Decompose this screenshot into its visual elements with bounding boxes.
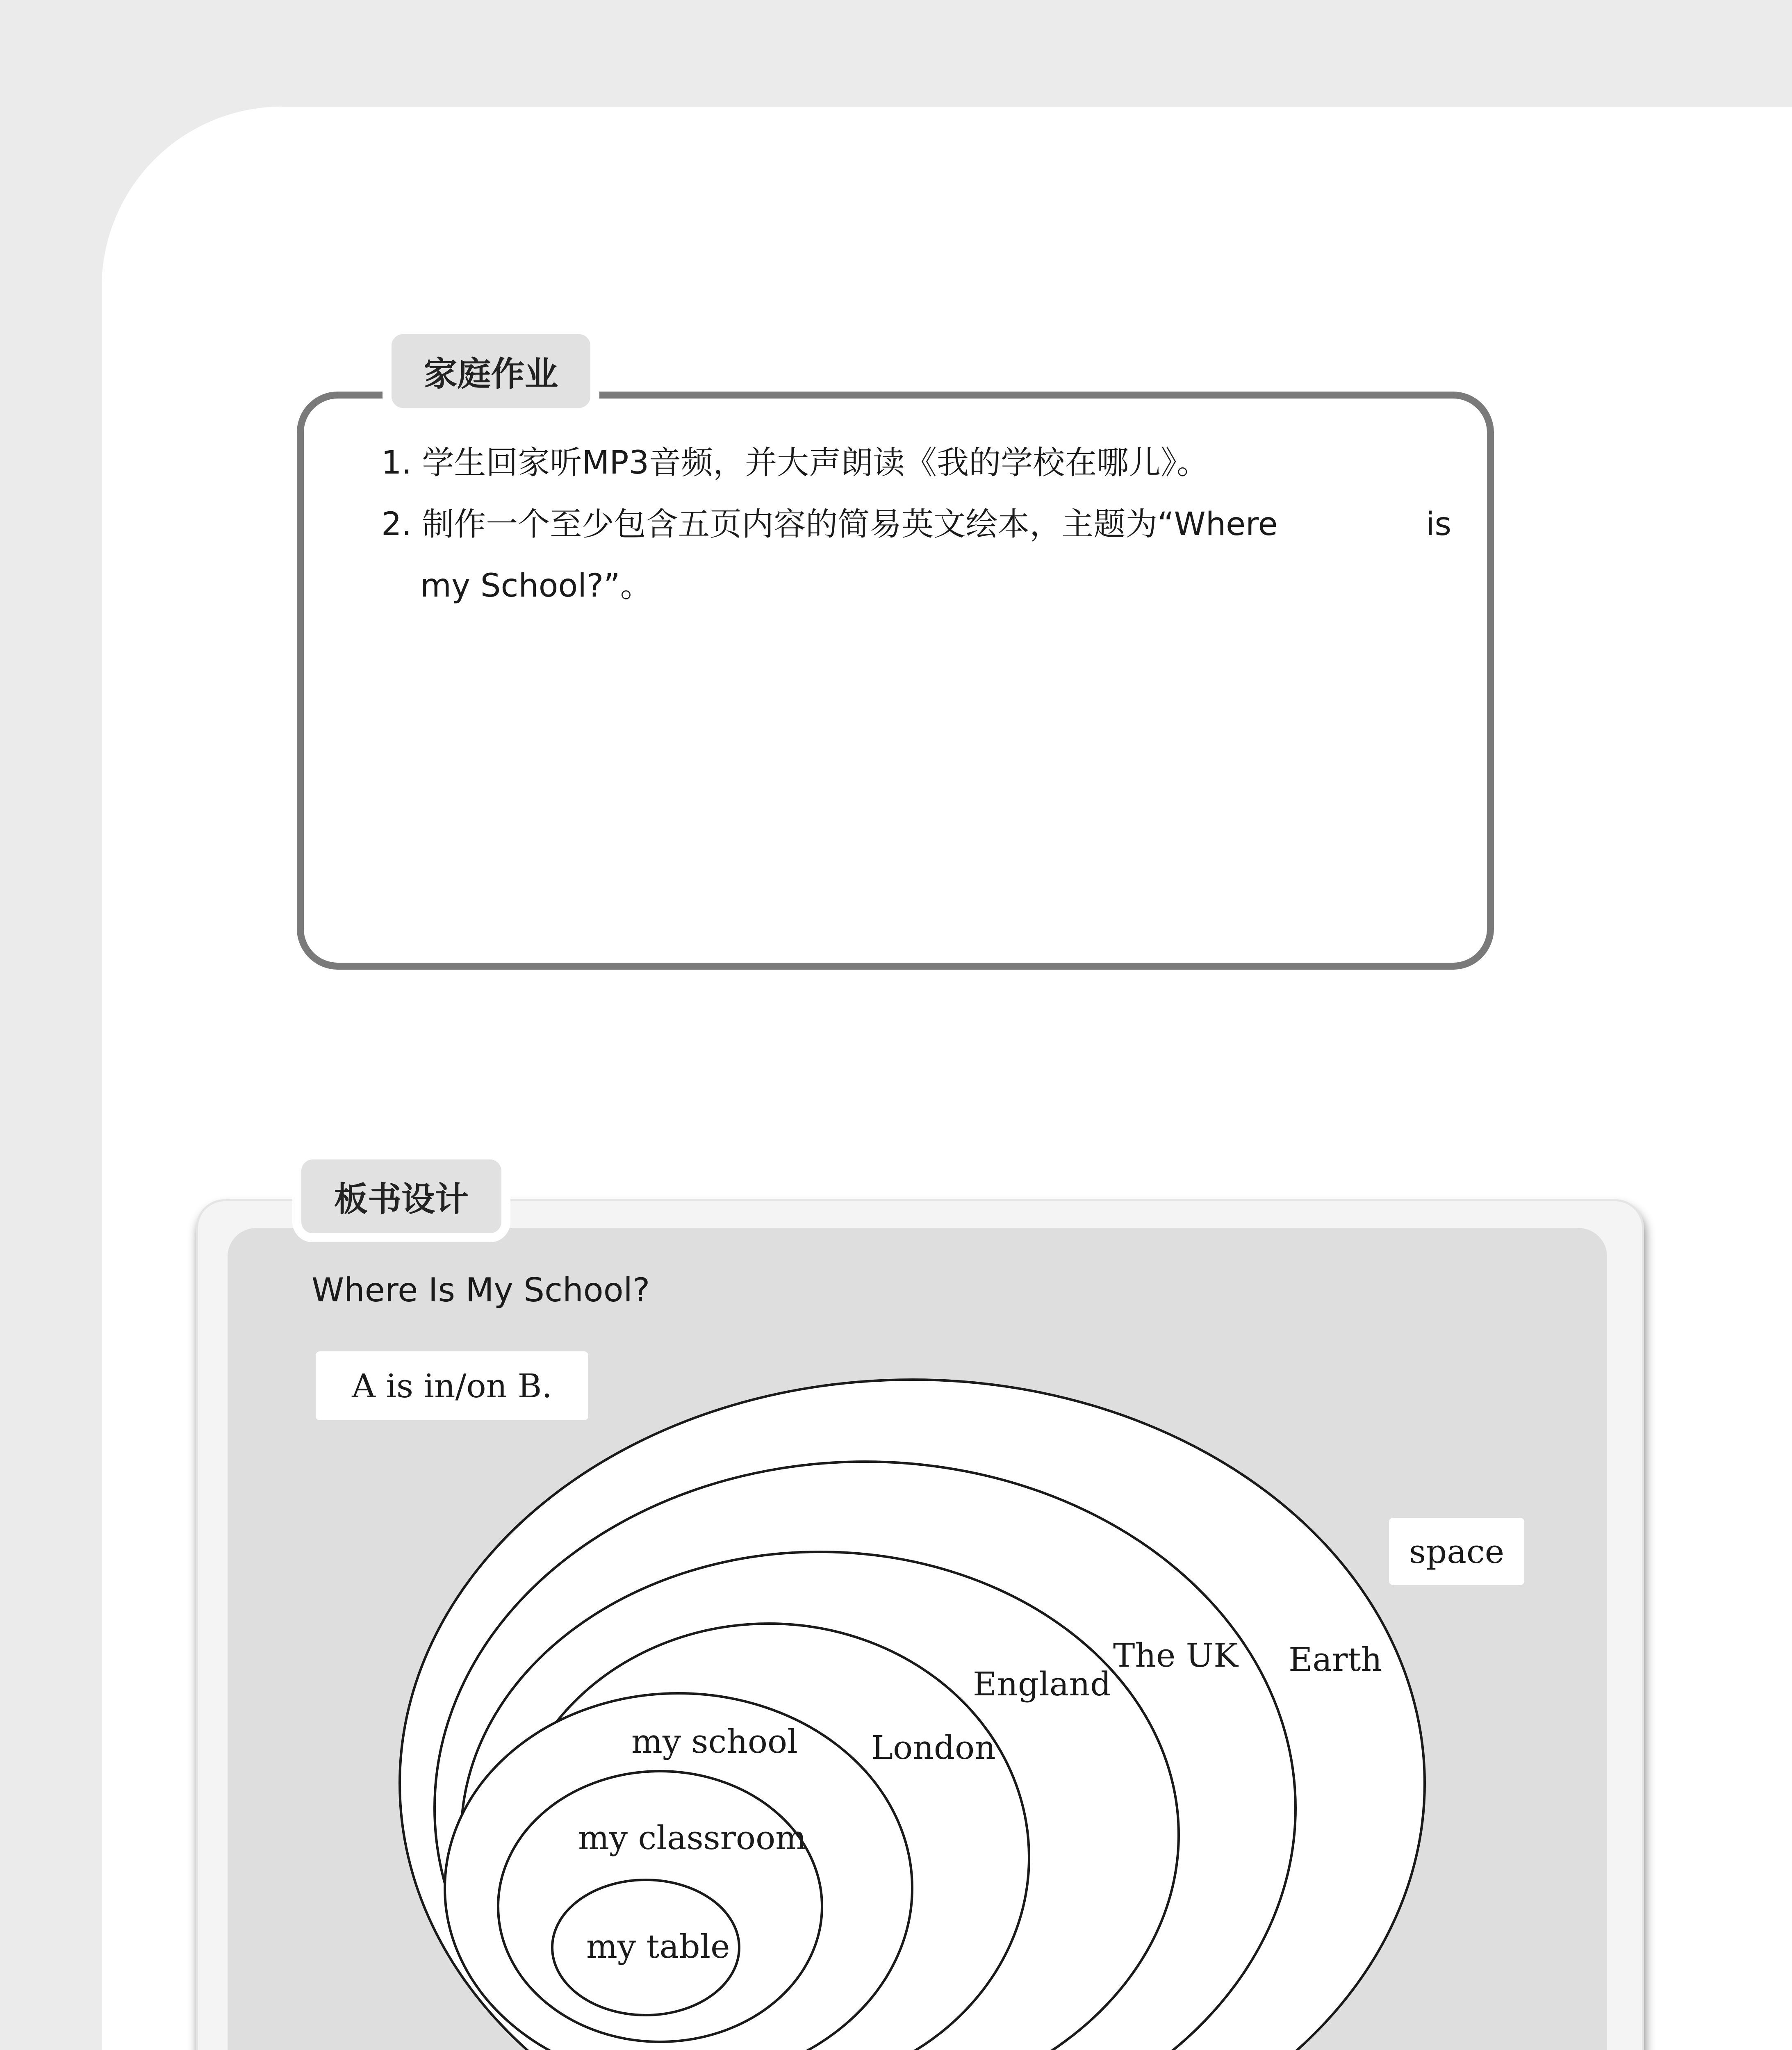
homework-tab: 家庭作业 bbox=[392, 334, 590, 408]
board-design-tab: 板书设计 bbox=[301, 1159, 501, 1233]
rule-card: A is in/on B. bbox=[316, 1351, 588, 1420]
label-the-uk: The UK bbox=[1113, 1636, 1238, 1674]
label-england: England bbox=[973, 1665, 1111, 1703]
label-my-classroom: my classroom bbox=[578, 1819, 807, 1857]
homework-item-2-tail: is bbox=[1425, 506, 1451, 543]
homework-item-1: 1. 学生回家听MP3音频，并大声朗读《我的学校在哪儿》。 bbox=[381, 444, 1209, 481]
homework-item-2-main: 2. 制作一个至少包含五页内容的简易英文绘本，主题为“Where bbox=[381, 506, 1278, 543]
homework-item-2-continued: my School?”。 bbox=[420, 567, 652, 604]
label-earth: Earth bbox=[1289, 1640, 1382, 1679]
label-london: London bbox=[871, 1729, 996, 1767]
space-card: space bbox=[1389, 1518, 1524, 1585]
label-my-table: my table bbox=[586, 1927, 730, 1966]
board-title: Where Is My School? bbox=[312, 1271, 650, 1309]
label-my-school: my school bbox=[631, 1722, 798, 1761]
